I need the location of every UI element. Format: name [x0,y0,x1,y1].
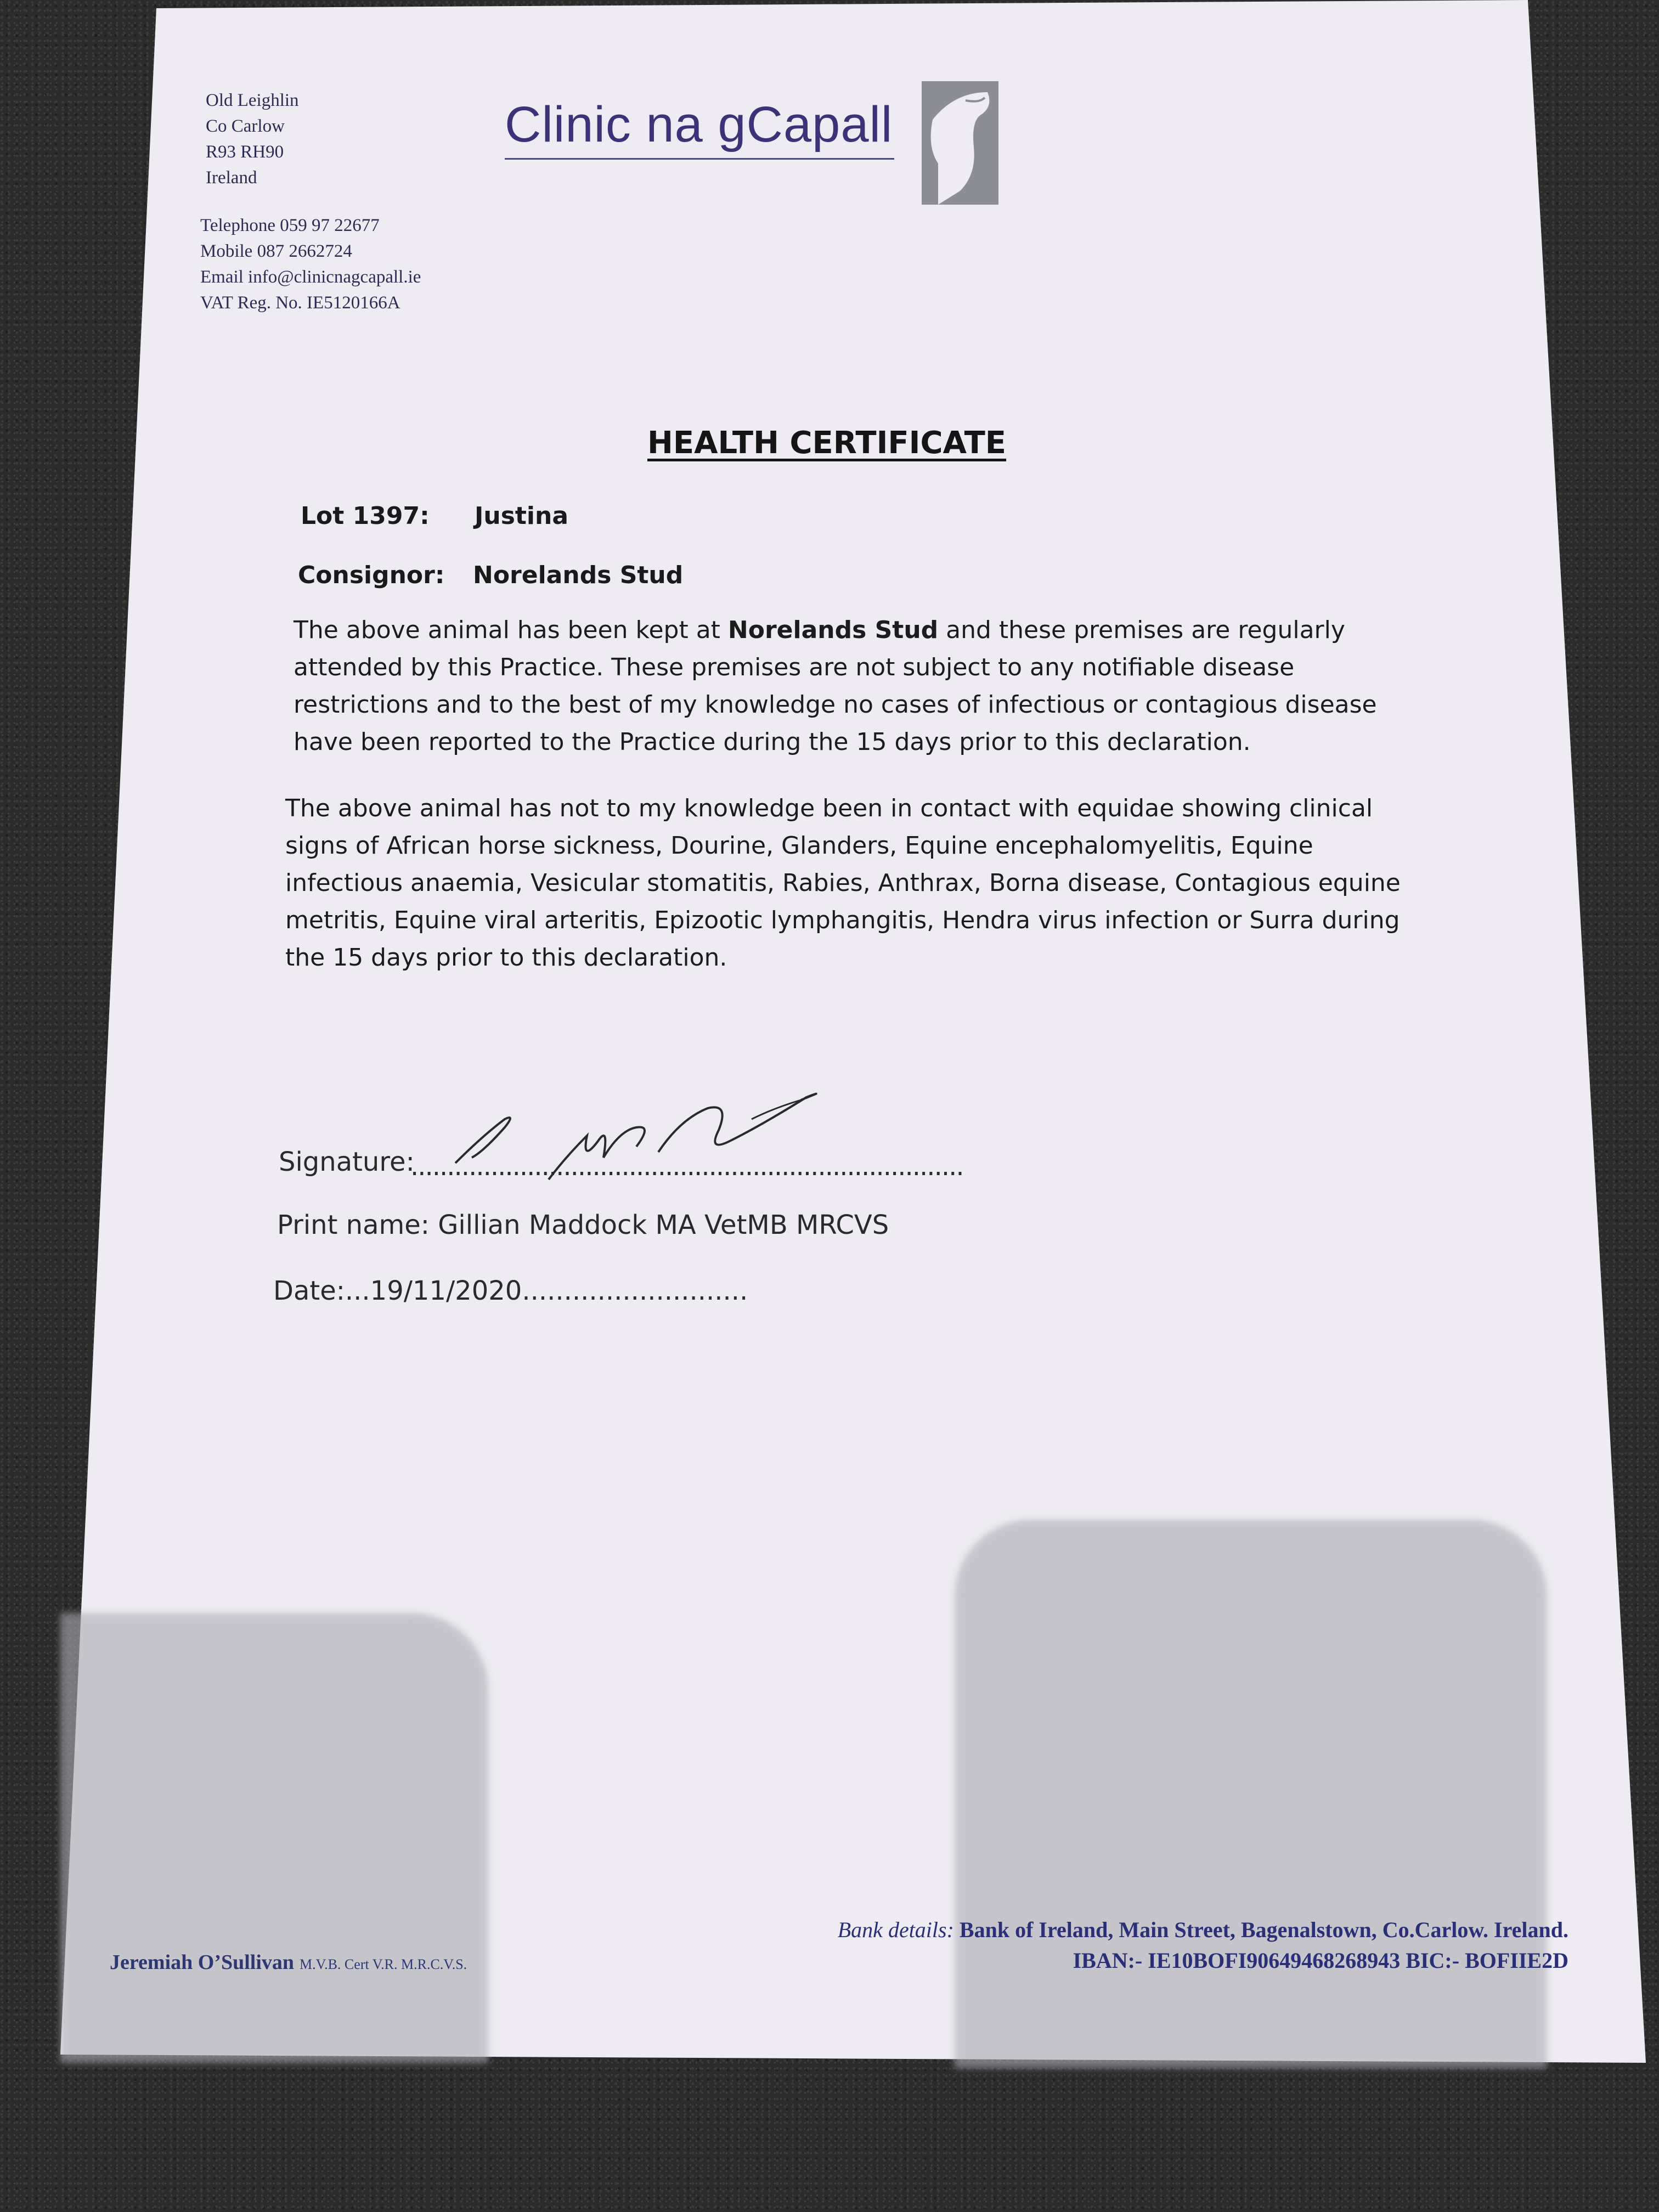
address-line: Co Carlow [206,116,285,136]
vet-name: Jeremiah O’Sullivan [110,1951,295,1974]
certificate-title: HEALTH CERTIFICATE [647,425,1007,461]
mobile: Mobile 087 2662724 [200,241,352,261]
shadow-left [60,1613,488,2063]
email: Email info@clinicnagcapall.ie [200,267,421,287]
logo-underline [505,158,894,160]
signature-label: Signature: [279,1147,415,1177]
declaration-paragraph-1 [294,612,1396,761]
address-line: Ireland [206,168,257,188]
telephone: Telephone 059 97 22677 [200,216,380,235]
address-line: Old Leighlin [206,91,299,110]
address-line: R93 RH90 [206,142,284,162]
clinic-logo-text: Clinic na gCapall [505,97,893,153]
consignor-label: Consignor: [298,561,445,589]
signature-line: ............................................................................ [410,1151,963,1182]
clinic-contact [200,213,421,316]
shadow-right [955,1520,1547,2068]
premises-name: Norelands Stud [727,616,939,644]
lot-label: Lot 1397: [301,502,430,530]
footer-vet [110,1950,467,1974]
bank-details: Bank of Ireland, Main Street, Bagenalstown, Co.Carlow. Ireland. [959,1917,1568,1942]
consignor-value: Norelands Stud [473,561,684,589]
print-name: Print name: Gillian Maddock MA VetMB MRCVS [277,1210,889,1240]
lot-value: Justina [475,502,569,530]
horse-head-icon [922,81,998,205]
vat-number: VAT Reg. No. IE5120166A [200,293,400,313]
iban-bic: IBAN:- IE10BOFI90649468268943 BIC:- BOFIIE2D [1073,1948,1568,1973]
footer-bank [838,1915,1568,1976]
clinic-address [206,88,299,191]
para1-end: and these premises are regularly attended by this Practice. These premises are not subject to any notifiable disease restrictions and to the best of my knowledge no cases of infectious or contagious disease have been reported to the Practice during the 15 days prior to this declaration. [294,616,1377,756]
declaration-paragraph-2: The above animal has not to my knowledge been in contact with equidae showing clinical signs of African horse sickness, Dourine, Glanders, Equine encephalomyelitis, Equine infectious anaemia, Vesicular stomatitis, Rabies, Anthrax, Borna disease, Contagious equine metritis, Equine viral arteritis, Epizootic lymphangitis, Hendra virus infection or Surra during the 15 days prior to this declaration. [285,794,1401,972]
vet-qualifications: M.V.B. Cert V.R. M.R.C.V.S. [300,1956,467,1972]
para1-start: The above animal has been kept at [294,616,728,644]
bank-label: Bank details: [837,1917,954,1942]
signature-date: Date:...19/11/2020........................... [273,1276,748,1306]
handwritten-signature [422,1075,916,1185]
